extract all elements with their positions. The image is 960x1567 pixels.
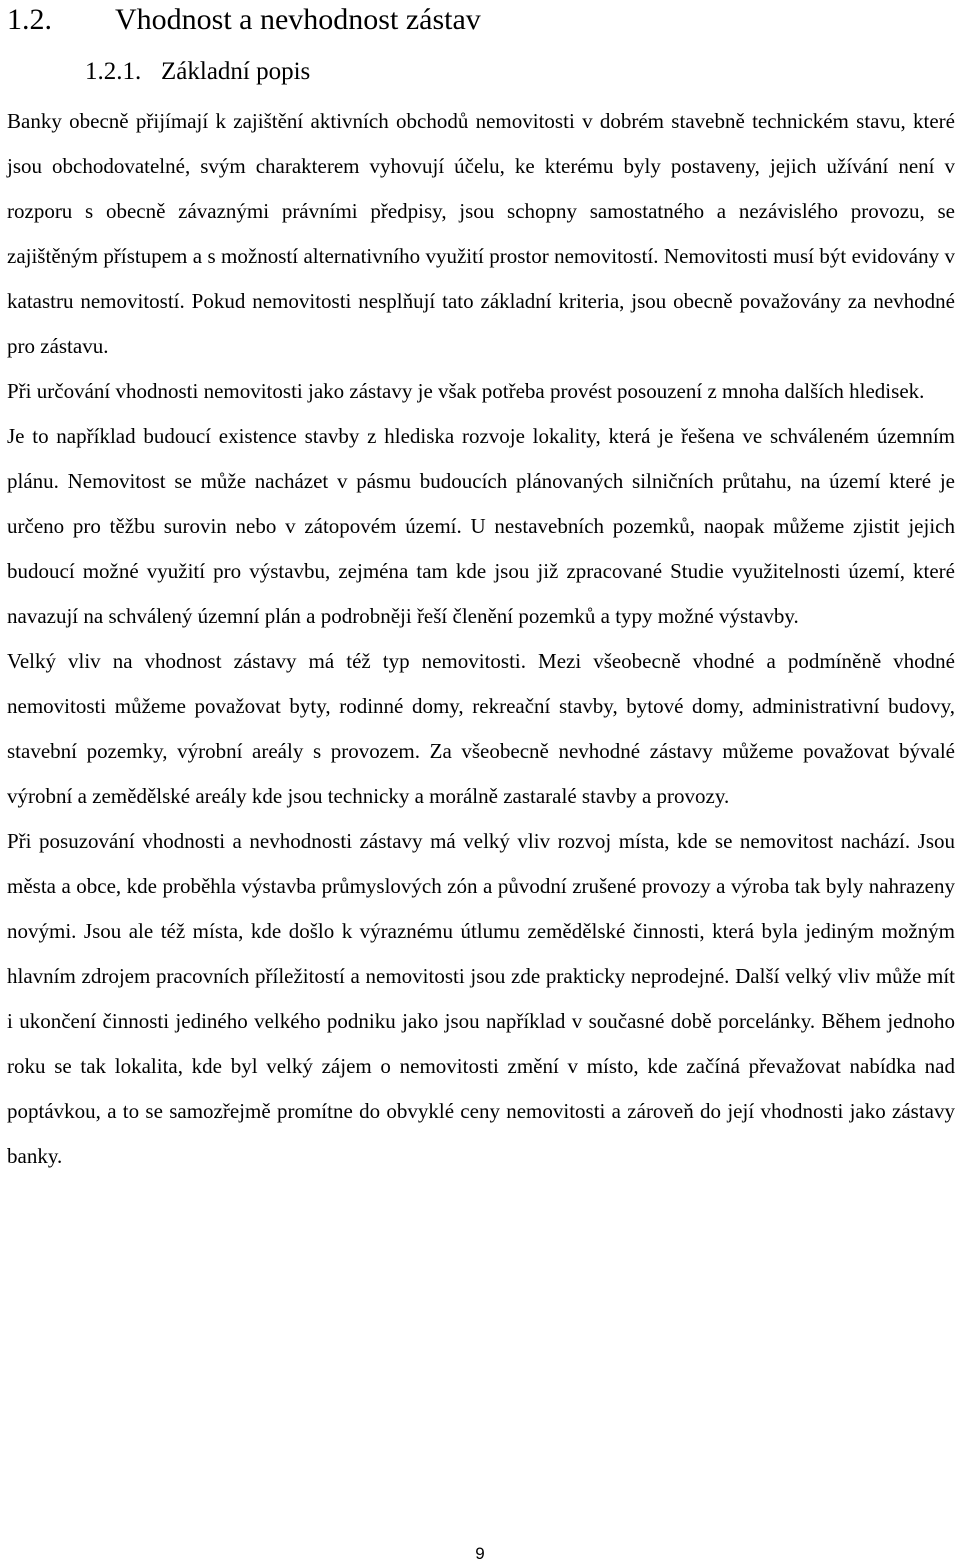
paragraph: Velký vliv na vhodnost zástavy má též typ nemovitosti. Mezi všeobecně vhodné a podmíněně vhodné nemovitosti můžeme považovat byty, rodinné domy, rekreační stavby, bytové domy, administrativní budovy, stavební pozemky, výrobní areály s provozem. Za všeobecně nevhodné zástavy můžeme považovat bývalé výrobní a zemědělské areály kde jsou technicky a morálně zastaralé stavby a provozy.: [7, 649, 955, 808]
page-number: 9: [475, 1544, 485, 1563]
paragraph: Banky obecně přijímají k zajištění aktivních obchodů nemovitosti v dobrém stavebně technickém stavu, které jsou obchodovatelné, svým charakterem vyhovují účelu, ke kterému byly postaveny, jejich užívání není v rozporu s obecně závaznými právními předpisy, jsou schopny samostatného a nezávislého provozu, se zajištěným přístupem a s možností alternativního využití prostor nemovitostí. Nemovitosti musí být evidovány v katastru nemovitostí. Pokud nemovitosti nesplňují tato základní kriteria, jsou obecně považovány za nevhodné pro zástavu.: [7, 109, 955, 358]
section-title: Vhodnost a nevhodnost zástav: [115, 3, 481, 36]
subsection-title: Základní popis: [161, 58, 311, 85]
paragraph: Při posuzování vhodnosti a nevhodnosti zástavy má velký vliv rozvoj místa, kde se nemovitost nachází. Jsou města a obce, kde proběhla výstavba průmyslových zón a původní zrušené provozy a výroba tak byly nahrazeny novými. Jsou ale též místa, kde došlo k výraznému útlumu zemědělské činnosti, která byla jediným možným hlavním zdrojem pracovních příležitostí a nemovitosti jsou zde prakticky neprodejné. Další velký vliv může mít i ukončení činnosti jediného velkého podniku jako jsou například v současné době porcelánky. Během jednoho roku se tak lokalita, kde byl velký zájem o nemovitosti změní v místo, kde začíná převažovat nabídka nad poptávkou, a to se samozřejmě promítne do obvyklé ceny nemovitosti a zároveň do její vhodnosti jako zástavy banky.: [7, 829, 955, 1168]
subsection-heading: [85, 56, 310, 88]
body-text: [7, 99, 955, 1179]
paragraph: Je to například budoucí existence stavby z hlediska rozvoje lokality, která je řešena ve schváleném územním plánu. Nemovitost se může nacházet v pásmu budoucích plánovaných silničních průtahu, na území které je určeno pro těžbu surovin nebo v zátopovém území. U nestavebních pozemků, naopak můžeme zjistit jejich budoucí možné využití pro výstavbu, zejména tam kde jsou již zpracované Studie využitelnosti území, které navazují na schválený územní plán a podrobněji řeší členění pozemků a typy možné výstavby.: [7, 424, 955, 628]
subsection-number: 1.2.1.: [85, 58, 142, 85]
paragraph: Při určování vhodnosti nemovitosti jako zástavy je však potřeba provést posouzení z mnoha dalších hledisek.: [7, 379, 925, 403]
section-heading: [7, 2, 481, 38]
section-number: 1.2.: [7, 3, 52, 36]
